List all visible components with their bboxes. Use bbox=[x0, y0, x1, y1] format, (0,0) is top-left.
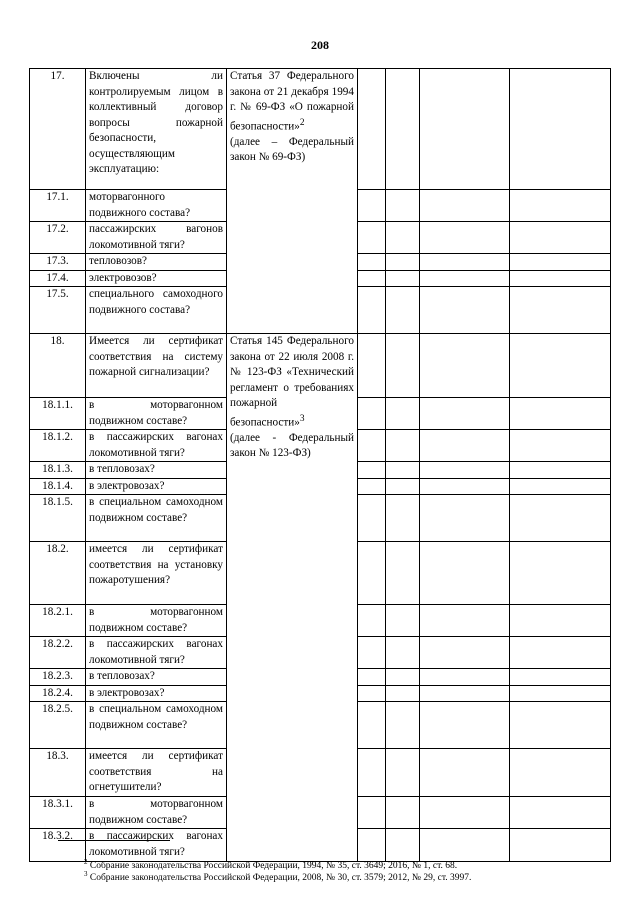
item-number: 18.2. bbox=[30, 542, 86, 605]
item-number: 17.2. bbox=[30, 222, 86, 254]
answer-cell[interactable] bbox=[420, 797, 510, 829]
footnote-mark: 3 bbox=[299, 413, 305, 424]
answer-cell[interactable] bbox=[358, 222, 386, 254]
answer-cell[interactable] bbox=[386, 542, 420, 605]
answer-cell[interactable] bbox=[358, 478, 386, 495]
answer-cell[interactable] bbox=[510, 69, 611, 190]
answer-cell[interactable] bbox=[510, 797, 611, 829]
item-number: 17.3. bbox=[30, 254, 86, 271]
item-number: 18.1.5. bbox=[30, 495, 86, 542]
answer-cell[interactable] bbox=[510, 605, 611, 637]
answer-cell[interactable] bbox=[358, 334, 386, 398]
item-number: 17. bbox=[30, 69, 86, 190]
answer-cell[interactable] bbox=[386, 478, 420, 495]
item-question: в моторвагонном подвижном составе? bbox=[86, 398, 227, 430]
answer-cell[interactable] bbox=[420, 542, 510, 605]
item-question: в специальном самоходном подвижном составе? bbox=[86, 702, 227, 749]
answer-cell[interactable] bbox=[386, 430, 420, 462]
answer-cell[interactable] bbox=[510, 749, 611, 797]
item-number: 17.5. bbox=[30, 287, 86, 334]
item-question: электровозов? bbox=[86, 270, 227, 287]
answer-cell[interactable] bbox=[358, 270, 386, 287]
item-number: 18.2.5. bbox=[30, 702, 86, 749]
answer-cell[interactable] bbox=[420, 495, 510, 542]
legal-basis-text: Статья 37 Федерального закона от 21 декабря 1994 г. № 69-ФЗ «О пожарной безопасности» bbox=[230, 70, 354, 133]
answer-cell[interactable] bbox=[358, 254, 386, 271]
item-question: в моторвагонном подвижном составе? bbox=[86, 797, 227, 829]
answer-cell[interactable] bbox=[510, 430, 611, 462]
item-number: 18.1.4. bbox=[30, 478, 86, 495]
answer-cell[interactable] bbox=[420, 605, 510, 637]
item-question: пассажирских вагонов локомотивной тяги? bbox=[86, 222, 227, 254]
item-question: Имеется ли сертификат соответствия на систему пожарной сигнализации? bbox=[86, 334, 227, 398]
answer-cell[interactable] bbox=[420, 190, 510, 222]
answer-cell[interactable] bbox=[386, 222, 420, 254]
answer-cell[interactable] bbox=[386, 685, 420, 702]
answer-cell[interactable] bbox=[358, 542, 386, 605]
answer-cell[interactable] bbox=[386, 702, 420, 749]
item-question: в пассажирских вагонах локомотивной тяги? bbox=[86, 829, 227, 862]
answer-cell[interactable] bbox=[386, 749, 420, 797]
answer-cell[interactable] bbox=[386, 605, 420, 637]
answer-cell[interactable] bbox=[510, 398, 611, 430]
answer-cell[interactable] bbox=[510, 637, 611, 669]
answer-cell[interactable] bbox=[386, 797, 420, 829]
item-question: в электровозах? bbox=[86, 685, 227, 702]
footnote-mark: 2 bbox=[299, 117, 305, 128]
answer-cell[interactable] bbox=[358, 398, 386, 430]
answer-cell[interactable] bbox=[386, 270, 420, 287]
item-question: в тепловозах? bbox=[86, 462, 227, 479]
answer-cell[interactable] bbox=[386, 287, 420, 334]
answer-cell[interactable] bbox=[386, 334, 420, 398]
item-number: 18.2.2. bbox=[30, 637, 86, 669]
answer-cell[interactable] bbox=[420, 637, 510, 669]
answer-cell[interactable] bbox=[420, 270, 510, 287]
checklist-table bbox=[29, 68, 611, 862]
item-question: имеется ли сертификат соответствия на огнетушители? bbox=[86, 749, 227, 797]
item-question: Включены ли контролируемым лицом в коллективный договор вопросы пожарной безопасности, осуществляющим эксплуатацию: bbox=[86, 69, 227, 190]
answer-cell[interactable] bbox=[510, 334, 611, 398]
item-number: 18.1.1. bbox=[30, 398, 86, 430]
answer-cell[interactable] bbox=[420, 69, 510, 190]
answer-cell[interactable] bbox=[386, 254, 420, 271]
footnote-3: $^3$ Собрание законодательства Российской Федерации, 2008, № 30, ст. 3579; 2012, № 29, ст. 3997. bbox=[84, 870, 472, 884]
footnote-separator bbox=[58, 840, 170, 841]
answer-cell[interactable] bbox=[358, 462, 386, 479]
item-number: 18.3. bbox=[30, 749, 86, 797]
answer-cell[interactable] bbox=[510, 669, 611, 686]
legal-basis-abbrev: (далее - Федеральный закон № 123-ФЗ) bbox=[230, 431, 354, 460]
answer-cell[interactable] bbox=[510, 495, 611, 542]
table-row bbox=[30, 334, 611, 398]
answer-cell[interactable] bbox=[510, 287, 611, 334]
item-question: моторвагонного подвижного состава? bbox=[86, 190, 227, 222]
answer-cell[interactable] bbox=[420, 334, 510, 398]
answer-cell[interactable] bbox=[358, 749, 386, 797]
answer-cell[interactable] bbox=[358, 69, 386, 190]
item-question: в пассажирских вагонах локомотивной тяги? bbox=[86, 637, 227, 669]
item-number: 18.1.3. bbox=[30, 462, 86, 479]
answer-cell[interactable] bbox=[510, 462, 611, 479]
answer-cell[interactable] bbox=[510, 222, 611, 254]
answer-cell[interactable] bbox=[358, 685, 386, 702]
item-number: 17.1. bbox=[30, 190, 86, 222]
answer-cell[interactable] bbox=[510, 685, 611, 702]
answer-cell[interactable] bbox=[510, 254, 611, 271]
answer-cell[interactable] bbox=[420, 222, 510, 254]
item-number: 18.2.3. bbox=[30, 669, 86, 686]
answer-cell[interactable] bbox=[358, 190, 386, 222]
answer-cell[interactable] bbox=[358, 669, 386, 686]
answer-cell[interactable] bbox=[386, 462, 420, 479]
answer-cell[interactable] bbox=[386, 190, 420, 222]
item-question: в специальном самоходном подвижном составе? bbox=[86, 495, 227, 542]
answer-cell[interactable] bbox=[420, 398, 510, 430]
answer-cell[interactable] bbox=[420, 702, 510, 749]
legal-basis-abbrev: (далее – Федеральный закон № 69-ФЗ) bbox=[230, 135, 354, 164]
answer-cell[interactable] bbox=[358, 605, 386, 637]
answer-cell[interactable] bbox=[358, 797, 386, 829]
answer-cell[interactable] bbox=[510, 478, 611, 495]
item-question: в тепловозах? bbox=[86, 669, 227, 686]
item-question: имеется ли сертификат соответствия на установку пожаротушения? bbox=[86, 542, 227, 605]
answer-cell[interactable] bbox=[510, 190, 611, 222]
item-question: в пассажирских вагонах локомотивной тяги? bbox=[86, 430, 227, 462]
answer-cell[interactable] bbox=[420, 669, 510, 686]
item-number: 18.3.1. bbox=[30, 797, 86, 829]
answer-cell[interactable] bbox=[420, 287, 510, 334]
answer-cell[interactable] bbox=[420, 254, 510, 271]
answer-cell[interactable] bbox=[358, 287, 386, 334]
item-question: в электровозах? bbox=[86, 478, 227, 495]
answer-cell[interactable] bbox=[386, 398, 420, 430]
answer-cell[interactable] bbox=[510, 702, 611, 749]
table-row bbox=[30, 69, 611, 190]
answer-cell[interactable] bbox=[358, 495, 386, 542]
answer-cell[interactable] bbox=[358, 702, 386, 749]
item-number: 18. bbox=[30, 334, 86, 398]
answer-cell[interactable] bbox=[420, 749, 510, 797]
item-number: 18.2.1. bbox=[30, 605, 86, 637]
answer-cell[interactable] bbox=[386, 495, 420, 542]
item-number: 17.4. bbox=[30, 270, 86, 287]
page-number: 208 bbox=[311, 38, 329, 52]
item-question: специального самоходного подвижного состава? bbox=[86, 287, 227, 334]
footnote-2: $^2$ Собрание законодательства Российской Федерации, 1994, № 35, ст. 3649; 2016, № 1, ст. 68. bbox=[84, 858, 458, 872]
answer-cell[interactable] bbox=[420, 430, 510, 462]
legal-basis-cell bbox=[227, 334, 358, 862]
item-number: 18.1.2. bbox=[30, 430, 86, 462]
answer-cell[interactable] bbox=[420, 478, 510, 495]
answer-cell[interactable] bbox=[358, 430, 386, 462]
answer-cell[interactable] bbox=[420, 462, 510, 479]
item-number: 18.3.2. bbox=[30, 829, 86, 862]
answer-cell[interactable] bbox=[358, 637, 386, 669]
legal-basis-cell bbox=[227, 69, 358, 334]
answer-cell[interactable] bbox=[386, 669, 420, 686]
answer-cell[interactable] bbox=[510, 542, 611, 605]
legal-basis-text: Статья 145 Федерального закона от 22 июля 2008 г. № 123-ФЗ «Технический регламент о требованиях пожарной безопасности» bbox=[230, 335, 354, 429]
answer-cell[interactable] bbox=[386, 69, 420, 190]
answer-cell[interactable] bbox=[510, 270, 611, 287]
answer-cell[interactable] bbox=[510, 829, 611, 862]
answer-cell[interactable] bbox=[420, 685, 510, 702]
item-question: тепловозов? bbox=[86, 254, 227, 271]
answer-cell[interactable] bbox=[386, 637, 420, 669]
item-question: в моторвагонном подвижном составе? bbox=[86, 605, 227, 637]
item-number: 18.2.4. bbox=[30, 685, 86, 702]
